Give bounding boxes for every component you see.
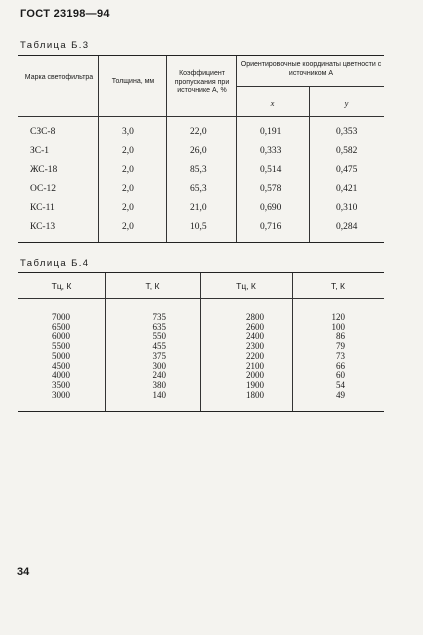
brand-cell: СЗС-8 bbox=[30, 127, 56, 137]
column-tc-2 bbox=[224, 313, 264, 400]
table-cell: 6500 bbox=[52, 321, 70, 332]
brand-cell: КС-13 bbox=[30, 222, 56, 232]
transmittance-cell: 26,0 bbox=[190, 146, 207, 156]
header-t: Т, К bbox=[331, 281, 345, 291]
column-tc-1 bbox=[30, 313, 70, 400]
y-cell: 0,284 bbox=[336, 222, 358, 232]
header-brand: Марка светофильтра bbox=[24, 74, 94, 81]
y-cell: 0,475 bbox=[336, 165, 358, 175]
y-cell: 0,421 bbox=[336, 184, 358, 194]
table-b3 bbox=[18, 55, 384, 243]
table-cell: 3500 bbox=[52, 379, 70, 390]
table-row bbox=[18, 165, 384, 179]
header-thickness: Толщина, мм bbox=[111, 78, 155, 85]
column-t-1 bbox=[130, 313, 166, 400]
table-cell: 1900 bbox=[246, 379, 264, 390]
table-cell: 375 bbox=[152, 350, 166, 361]
header-coordinates: Ориентировочные координаты цветности с источником А bbox=[240, 61, 382, 77]
table-cell: 735 bbox=[152, 312, 166, 322]
table-cell: 7000 bbox=[52, 312, 70, 322]
thickness-cell: 2,0 bbox=[122, 146, 134, 156]
header-subdivider bbox=[236, 86, 384, 87]
header-x: x bbox=[270, 98, 275, 108]
table-cell: 2300 bbox=[246, 341, 264, 352]
table-cell: 2200 bbox=[246, 350, 264, 361]
transmittance-cell: 85,3 bbox=[190, 165, 207, 175]
table-cell: 49 bbox=[336, 389, 345, 400]
table-cell: 1800 bbox=[246, 389, 264, 400]
table-cell: 5000 bbox=[52, 350, 70, 361]
table-cell: 455 bbox=[152, 341, 166, 352]
table-cell: 300 bbox=[152, 360, 166, 371]
header-transmittance: Коэффициент пропускания при источнике А, % bbox=[174, 70, 230, 94]
x-cell: 0,690 bbox=[260, 203, 282, 213]
table-b4 bbox=[18, 272, 384, 412]
header-divider bbox=[18, 116, 384, 117]
table-b3-caption: Таблица Б.3 bbox=[20, 40, 90, 51]
brand-cell: ЖС-18 bbox=[30, 165, 58, 175]
table-cell: 240 bbox=[152, 370, 166, 381]
document-header: ГОСТ 23198—94 bbox=[20, 8, 110, 20]
transmittance-cell: 65,3 bbox=[190, 184, 207, 194]
brand-cell: ЗС-1 bbox=[30, 146, 50, 156]
table-row bbox=[18, 127, 384, 141]
y-cell: 0,582 bbox=[336, 146, 358, 156]
table-cell: 550 bbox=[152, 331, 166, 342]
table-b4-caption: Таблица Б.4 bbox=[20, 258, 90, 269]
table-cell: 54 bbox=[336, 379, 345, 390]
thickness-cell: 2,0 bbox=[122, 203, 134, 213]
table-row bbox=[18, 184, 384, 198]
x-cell: 0,514 bbox=[260, 165, 282, 175]
table-cell: 60 bbox=[336, 370, 345, 381]
brand-cell: ОС-12 bbox=[30, 184, 56, 194]
page-number: 34 bbox=[17, 566, 30, 578]
x-cell: 0,333 bbox=[260, 146, 282, 156]
table-row bbox=[18, 203, 384, 217]
thickness-cell: 3,0 bbox=[122, 127, 134, 137]
table-cell: 140 bbox=[152, 389, 166, 400]
table-cell: 100 bbox=[331, 321, 345, 332]
table-cell: 2000 bbox=[246, 370, 264, 381]
table-cell: 2400 bbox=[246, 331, 264, 342]
x-cell: 0,191 bbox=[260, 127, 282, 137]
header-t: Т, К bbox=[145, 281, 160, 291]
thickness-cell: 2,0 bbox=[122, 222, 134, 232]
thickness-cell: 2,0 bbox=[122, 184, 134, 194]
transmittance-cell: 22,0 bbox=[190, 127, 207, 137]
table-cell: 86 bbox=[336, 331, 345, 342]
brand-cell: КС-11 bbox=[30, 203, 55, 213]
table-cell: 380 bbox=[152, 379, 166, 390]
column-divider bbox=[292, 273, 293, 411]
table-cell: 2600 bbox=[246, 321, 264, 332]
header-divider bbox=[18, 298, 384, 299]
table-cell: 79 bbox=[336, 341, 345, 352]
table-cell: 2100 bbox=[246, 360, 264, 371]
table-cell: 4000 bbox=[52, 370, 70, 381]
transmittance-cell: 10,5 bbox=[190, 222, 207, 232]
column-t-2 bbox=[313, 313, 345, 400]
transmittance-cell: 21,0 bbox=[190, 203, 207, 213]
table-cell: 4500 bbox=[52, 360, 70, 371]
table-cell: 66 bbox=[336, 360, 345, 371]
table-row bbox=[18, 222, 384, 236]
column-divider bbox=[105, 273, 106, 411]
table-cell: 635 bbox=[152, 321, 166, 332]
table-row bbox=[18, 146, 384, 160]
column-divider bbox=[200, 273, 201, 411]
table-cell: 2800 bbox=[246, 312, 264, 322]
table-cell: 5500 bbox=[52, 341, 70, 352]
header-tc: Тц, К bbox=[51, 281, 72, 291]
x-cell: 0,716 bbox=[260, 222, 282, 232]
header-tc: Тц, К bbox=[236, 281, 256, 291]
table-cell: 120 bbox=[331, 312, 345, 322]
header-y: y bbox=[344, 98, 349, 108]
thickness-cell: 2,0 bbox=[122, 165, 134, 175]
table-cell: 6000 bbox=[52, 331, 70, 342]
y-cell: 0,353 bbox=[336, 127, 358, 137]
y-cell: 0,310 bbox=[336, 203, 358, 213]
x-cell: 0,578 bbox=[260, 184, 282, 194]
column-divider bbox=[309, 86, 310, 242]
table-cell: 73 bbox=[336, 350, 345, 361]
table-cell: 3000 bbox=[52, 389, 70, 400]
